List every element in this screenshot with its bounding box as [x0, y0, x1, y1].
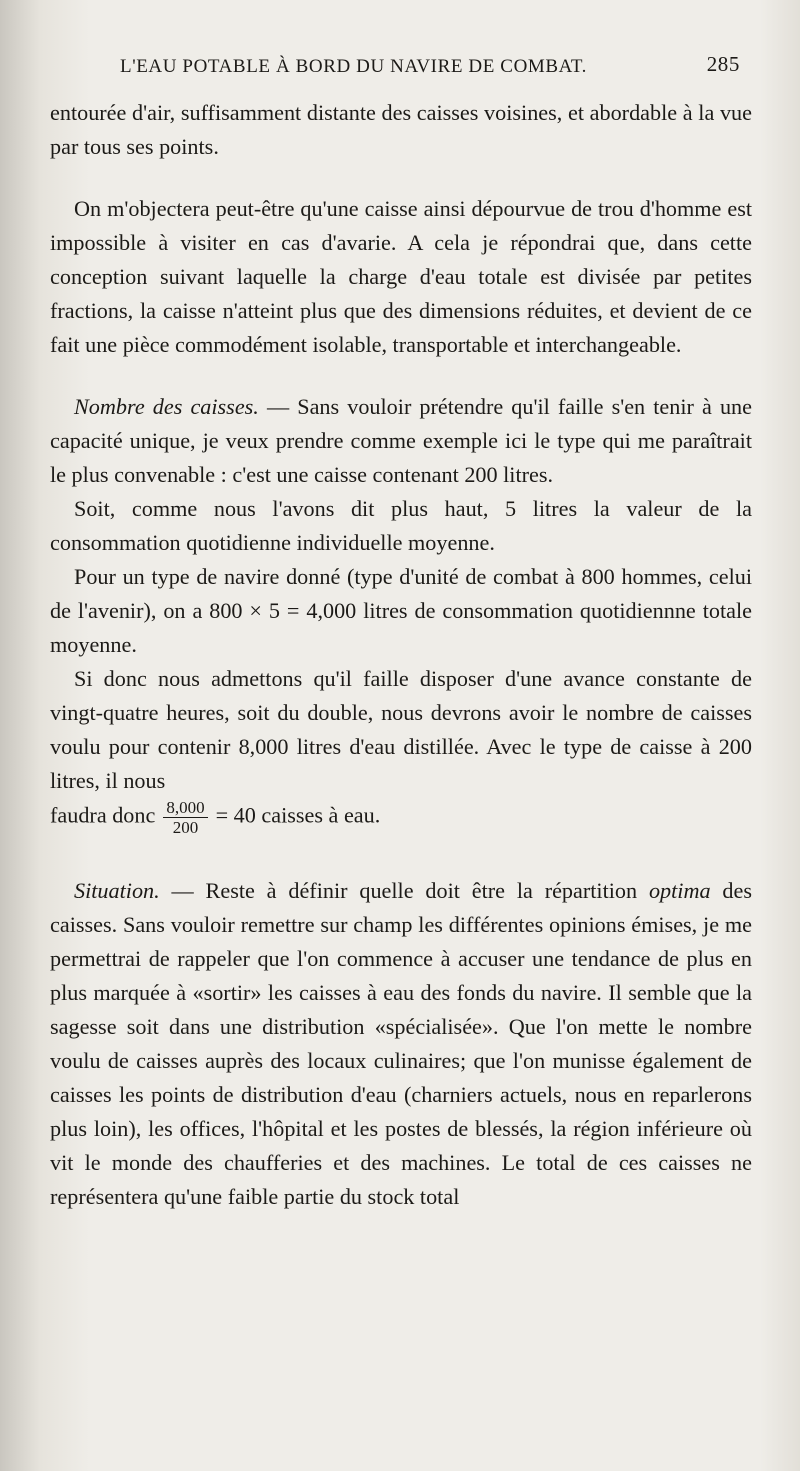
- page-header: [110, 52, 750, 86]
- paragraph-4: Soit, comme nous l'avons dit plus haut, 5 litres la valeur de la consommation quotidienne individuelle moyenne.: [50, 496, 752, 555]
- fraction-line: [50, 798, 752, 866]
- page-number: 285: [706, 52, 740, 76]
- fraction-numerator: 8,000: [163, 798, 207, 818]
- fraction: [163, 798, 207, 837]
- paragraph-3-text: — Sans vouloir prétendre qu'il faille s'en tenir à une capacité unique, je veux prendre comme exemple ici le type qui me paraîtrait le plus convenable : c'est une caisse contenant 200 litres.: [50, 394, 752, 487]
- fraction-prefix: faudra donc: [50, 802, 156, 828]
- running-title: L'EAU POTABLE À BORD DU NAVIRE DE COMBAT.: [120, 56, 588, 77]
- word-optima: optima: [648, 878, 711, 903]
- paragraph-2: On m'objectera peut-être qu'une caisse ainsi dépourvue de trou d'homme est impossible à visiter en cas d'avarie. A cela je répondrai que, dans cette conception suivant laquelle la charge d'eau totale est divisée par petites fractions, la caisse n'atteint plus que des dimensions réduites, et devient de ce fait une pièce commodément isolable, transportable et interchangeable.: [50, 196, 752, 357]
- section-heading-situation: Situation.: [74, 878, 160, 903]
- fraction-denominator: 200: [172, 818, 199, 837]
- paragraph-7: [50, 874, 752, 1214]
- paragraph-7-text: — Reste à définir quelle doit être la répartition: [159, 878, 649, 903]
- paragraph-5: Pour un type de navire donné (type d'unité de combat à 800 hommes, celui de l'avenir), on a 800 × 5 = 4,000 litres de consommation quotidiennne totale moyenne.: [50, 564, 752, 657]
- fraction-suffix: = 40 caisses à eau.: [215, 802, 381, 828]
- paragraph-1: entourée d'air, suffisamment distante des caisses voisines, et abordable à la vue par tous ses points.: [50, 100, 752, 159]
- paragraph-7-text-2: des caisses. Sans vouloir remettre sur champ les différentes opinions émises, je me permettrai de rappeler que l'on commence à accuser une tendance de plus en plus marquée à «sortir» les caisses à eau des fonds du navire. Il semble que la sagesse soit dans une distribution «spécialisée». Que l'on mette le nombre voulu de caisses auprès des locaux culinaires; que l'on munisse également de caisses les points de distribution d'eau (charniers actuels, nous en reparlerons plus loin), les offices, l'hôpital et les postes de blessés, la région inférieure où vit le monde des chaufferies et des machines. Le total de ces caisses ne représentera qu'une faible partie du stock total: [50, 878, 753, 1209]
- body-text: [50, 96, 752, 1214]
- paragraph-3: [50, 390, 752, 492]
- section-heading-nombre: Nombre des caisses.: [74, 394, 259, 419]
- paragraph-6: Si donc nous admettons qu'il faille disposer d'une avance constante de vingt-quatre heures, soit du double, nous devrons avoir le nombre de caisses voulu pour contenir 8,000 litres d'eau distillée. Avec le type de caisse à 200 litres, il nous: [50, 666, 752, 793]
